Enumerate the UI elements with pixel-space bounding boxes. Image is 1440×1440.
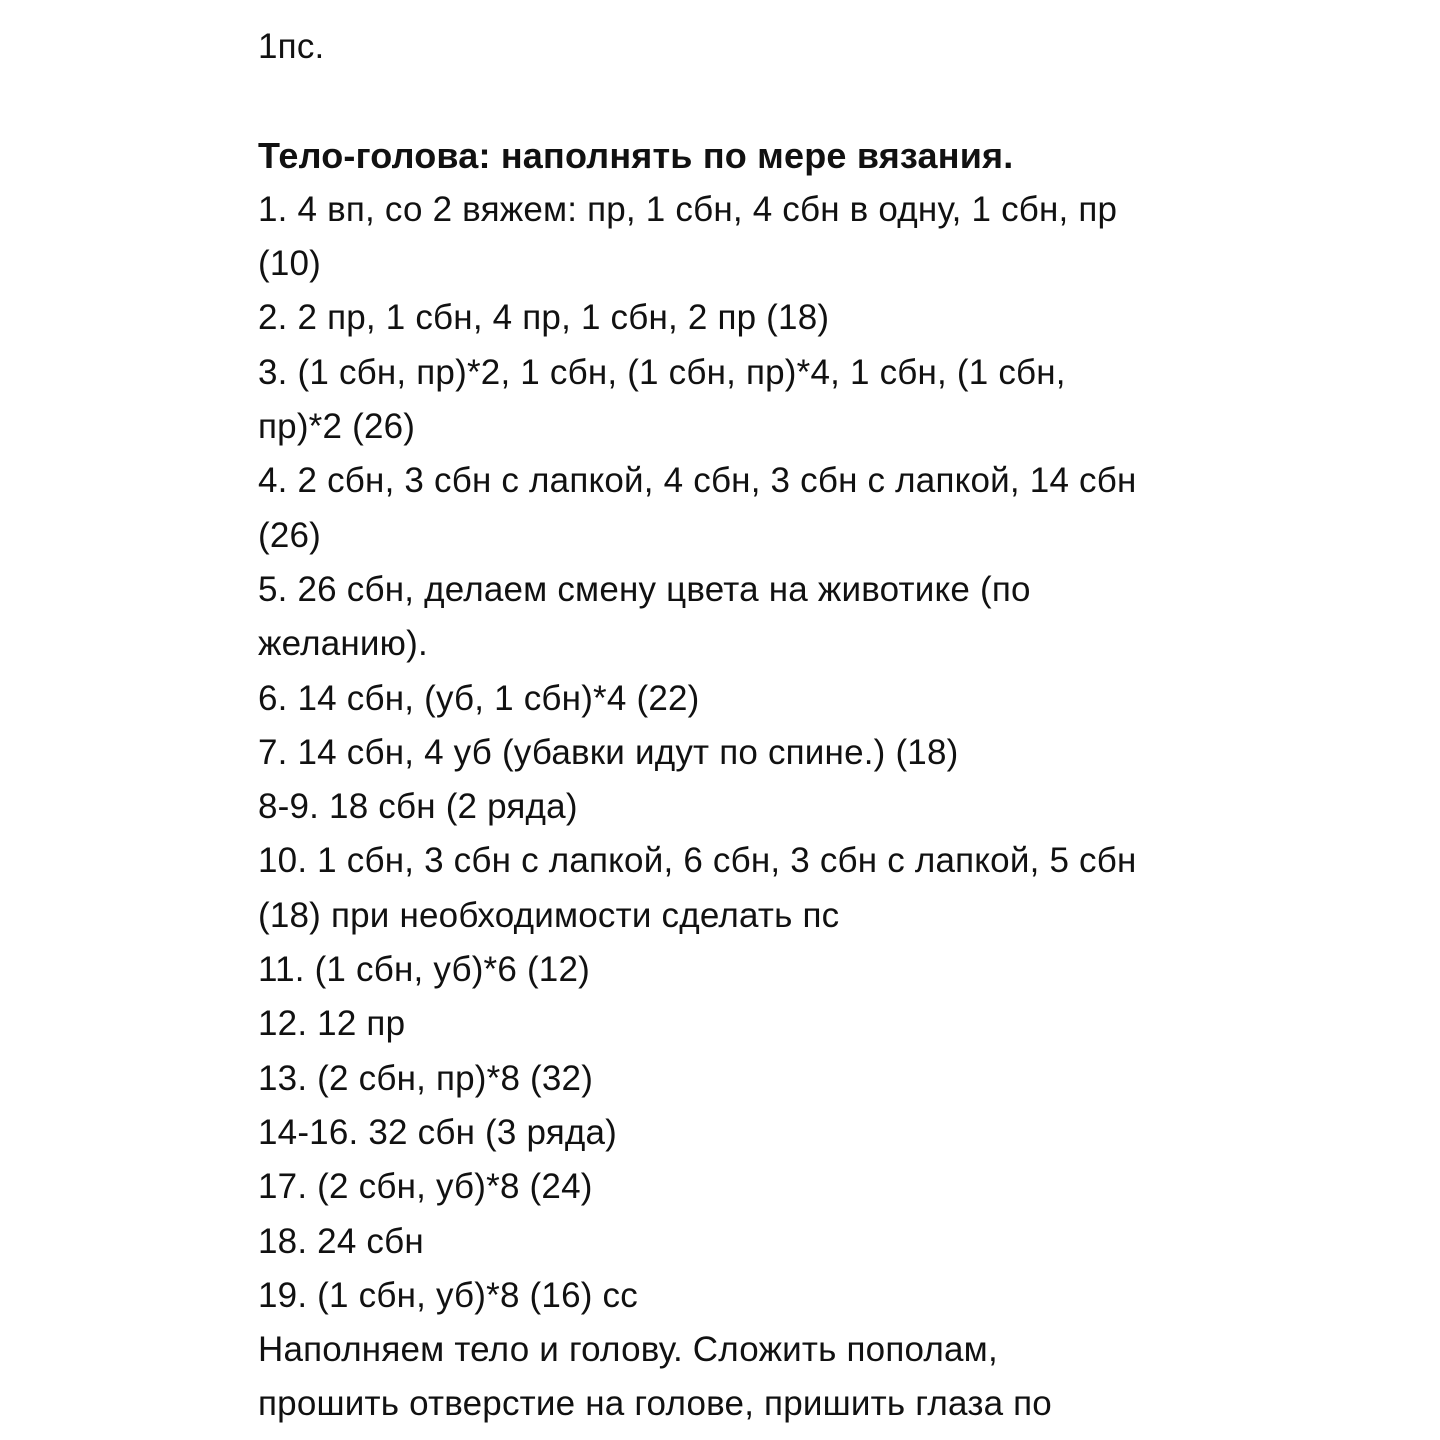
instruction-line: 14-16. 32 сбн (3 ряда) [258,1112,618,1152]
top-note: 1пс. [258,27,325,66]
blank-line [258,74,1218,128]
instruction-line: (18) при необходимости сделать пс [258,895,840,935]
instruction-line: 11. (1 сбн, уб)*6 (12) [258,950,590,990]
instruction-line: 5. 26 сбн, делаем смену цвета на животике (по [258,569,1031,609]
instruction-line: (26) [258,515,322,555]
instruction-line: прошить отверстие на голове, пришить глаза по [258,1384,1052,1424]
instruction-line: Наполняем тело и голову. Сложить пополам, [258,1330,998,1370]
instruction-line: 2. 2 пр, 1 сбн, 4 пр, 1 сбн, 2 пр (18) [258,298,830,338]
instruction-line: 3. (1 сбн, пр)*2, 1 сбн, (1 сбн, пр)*4, 1 сбн, (1 сбн, [258,352,1066,392]
instruction-line: 10. 1 сбн, 3 сбн с лапкой, 6 сбн, 3 сбн с лапкой, 5 сбн [258,841,1137,881]
instruction-line: 13. (2 сбн, пр)*8 (32) [258,1058,594,1098]
instruction-line: 19. (1 сбн, уб)*8 (16) сс [258,1275,638,1315]
section-title: Тело-голова: наполнять по мере вязания. [258,134,1014,176]
instruction-line: 8-9. 18 сбн (2 ряда) [258,787,578,827]
instruction-line: 12. 12 пр [258,1004,406,1044]
instruction-line: пр)*2 (26) [258,407,416,447]
instruction-line: 1. 4 вп, со 2 вяжем: пр, 1 сбн, 4 сбн в одну, 1 сбн, пр [258,189,1118,229]
instruction-line: 18. 24 сбн [258,1221,424,1261]
instruction-line: (10) [258,244,322,284]
instruction-line: 6. 14 сбн, (уб, 1 сбн)*4 (22) [258,678,700,718]
instruction-line: 4. 2 сбн, 3 сбн с лапкой, 4 сбн, 3 сбн с лапкой, 14 сбн [258,461,1137,501]
instruction-line: желанию). [258,624,428,664]
instruction-list [258,183,1218,1432]
document-page [258,20,1218,1432]
instruction-line: 17. (2 сбн, уб)*8 (24) [258,1167,593,1207]
instruction-line: 7. 14 сбн, 4 уб (убавки идут по спине.) (18) [258,732,959,772]
